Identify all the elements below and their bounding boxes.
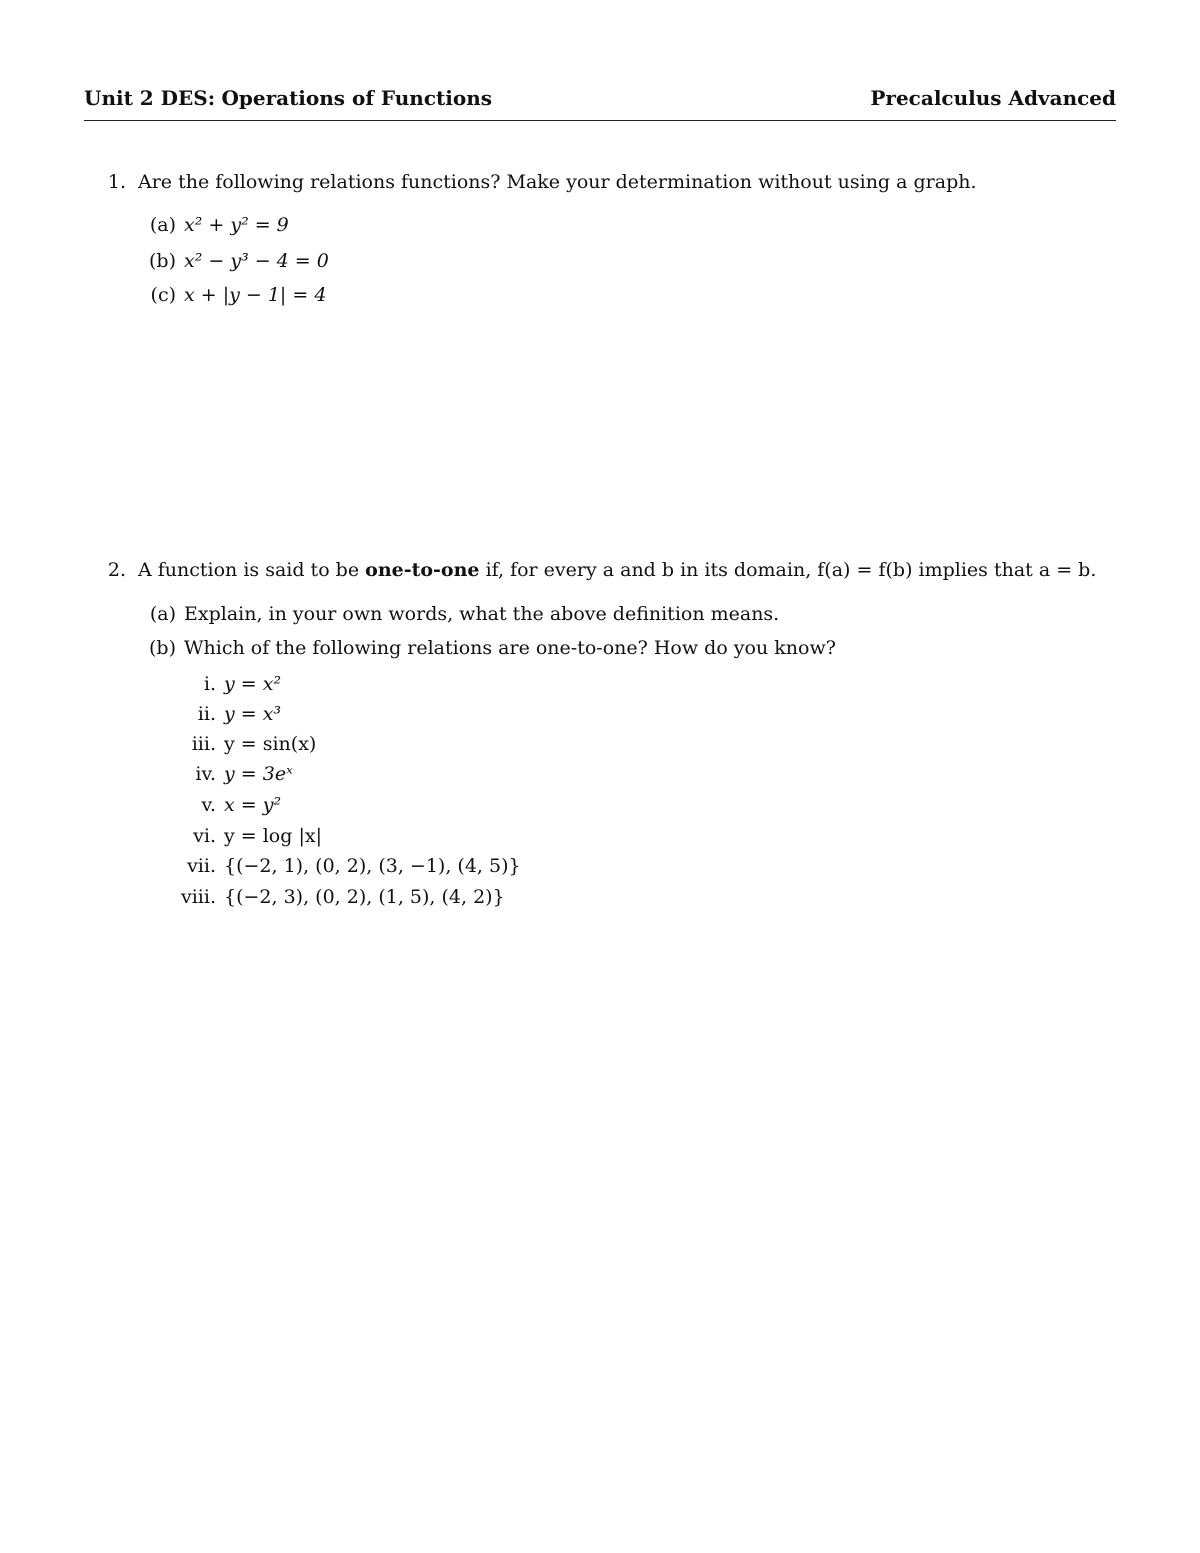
item-label: ii. — [197, 703, 216, 725]
item-expression: y = x³ — [224, 703, 282, 725]
part-label: (c) — [150, 284, 176, 306]
part-text: Explain, in your own words, what the above definition means. — [184, 603, 780, 625]
item-expression: y = x² — [224, 673, 282, 695]
item-label: i. — [203, 673, 216, 695]
page-header — [84, 84, 1116, 121]
item-expression: y = sin(x) — [224, 733, 317, 755]
prompt-text-before: A function is said to be — [138, 559, 360, 581]
term-one-to-one: one-to-one — [365, 559, 480, 581]
item-expression: y = log |x| — [224, 825, 322, 847]
part-label: (b) — [149, 250, 176, 272]
question-2-prompt — [138, 558, 1096, 582]
part-expression: x² + y² = 9 — [184, 214, 289, 236]
item-label: iii. — [191, 733, 216, 755]
item-label: vi. — [193, 825, 216, 847]
question-2-number: 2. — [107, 559, 126, 581]
item-label: iv. — [195, 763, 216, 785]
question-1-prompt: Are the following relations functions? Make your determination without using a graph. — [138, 171, 977, 193]
header-title — [84, 86, 492, 110]
header-course: Precalculus Advanced — [870, 86, 1116, 110]
header-unit: Unit 2 DES: — [84, 86, 216, 110]
item-label: viii. — [180, 886, 216, 908]
item-expression: y = 3eˣ — [224, 763, 293, 785]
part-label: (b) — [149, 637, 176, 659]
prompt-text-after: if, for every a and b in its domain, f(a) = f(b) implies that a = b. — [485, 559, 1097, 581]
part-label: (a) — [149, 603, 176, 625]
item-label: v. — [201, 794, 216, 816]
item-label: vii. — [187, 855, 216, 877]
part-expression: x² − y³ − 4 = 0 — [184, 250, 329, 272]
part-label: (a) — [149, 214, 176, 236]
question-1-number: 1. — [107, 171, 126, 193]
item-expression: {(−2, 3), (0, 2), (1, 5), (4, 2)} — [224, 886, 505, 908]
item-expression: x = y² — [224, 794, 282, 816]
item-expression: {(−2, 1), (0, 2), (3, −1), (4, 5)} — [224, 855, 521, 877]
part-expression: x + |y − 1| = 4 — [184, 284, 327, 306]
part-text: Which of the following relations are one-to-one? How do you know? — [184, 637, 836, 659]
header-topic: Operations of Functions — [221, 86, 492, 110]
